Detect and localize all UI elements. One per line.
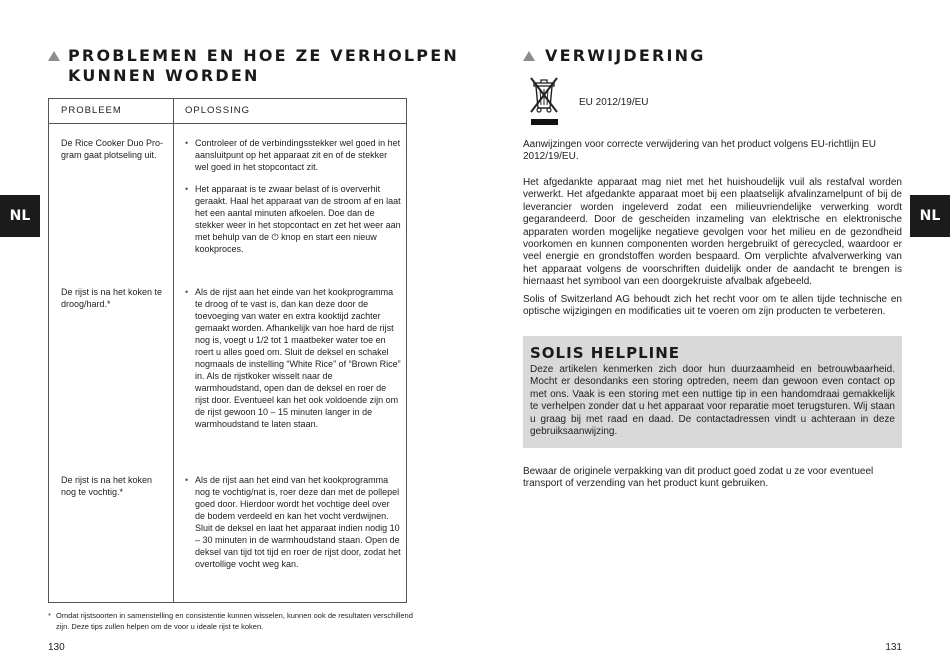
problem-cell: De rijst is na het koken te droog/hard.*: [61, 287, 163, 309]
solution-item: [185, 137, 401, 173]
disposal-heading: VERWIJDERING: [545, 46, 706, 65]
bullet-icon: •: [185, 287, 189, 297]
heading-line-1: PROBLEMEN EN HOE ZE VERHOLPEN: [68, 46, 459, 65]
helpline-box: [523, 336, 902, 448]
heading-line-2: KUNNEN WORDEN: [68, 66, 260, 85]
bullet-icon: •: [185, 475, 189, 485]
solution-text: Het apparaat is te zwaar belast of is oververhit geraakt. Haal het apparaat van de stroom af en laat het een aantal minuten afkoelen. Doe dan de stekker weer in het stopcontact en zet het weer aan met behulp van de ⏻ knop en start een nieuw kookproces.: [195, 184, 401, 254]
triangle-icon: [48, 51, 60, 61]
crossed-out-bin-icon: [528, 74, 560, 130]
column-header-solution: OPLOSSING: [185, 105, 250, 116]
solution-text: Als de rijst aan het einde van het kookprogramma te droog of te vast is, dan kan deze door de toevoeging van water en extra kooktijd zachter gemaakt worden. Afhankelijk van hoe hard de rijst nog is, voegt u 1/2 tot 1 maatbeker water toe en roert u alles goed om. Sluit de deksel en schakel nogmaals de instelling “White Rice” of “Brown Rice” in. Als de rijstkoker wisselt naar de warmhoudstand, open dan de deksel en roer de rijst door. Eventueel kan het ook voldoende zijn om de rijst gewoon 10 – 15 minuten langer in de warmhoudstand te laten staan.: [195, 287, 401, 429]
disposal-intro: Aanwijzingen voor correcte verwijdering van het product volgens EU-richtlijn EU 2012/19/EU.: [523, 139, 876, 163]
footnote-marker: *: [48, 611, 51, 620]
disposal-body: Het afgedankte apparaat mag niet met het huishoudelijk vuil als restafval worden verwerkt. Het afgedankte apparaat moet bij een plaatselijk afvalinzamelpunt of bij de leverancier worden ingeleverd zodat een milieuvriendelijke verwerking wordt gegarandeerd. Door de gescheiden inzameling van elektrische en elektronische apparaten worden mogelijke negatieve gevolgen voor het milieu en de gezondheid voorkomen en kunnen componenten worden hergebruikt of gerecycled, waardoor er veel energie en grondstoffen worden bespaard. Om verplichte afvalverwerking van het apparaat volgens de voorschriften duidelijk onder de aandacht te brengen is hiernaast het symbool van een doorgekruiste afvalbak afgebeeld.: [523, 177, 902, 288]
problem-cell: De rijst is na het koken nog te vochtig.*: [61, 475, 153, 497]
footnote-text: Omdat rijstsoorten in samenstelling en consistentie kunnen wisselen, kunnen ook de resultaten verschillend zijn. Deze tips zullen helpen om de voor u ideale rijst te koken.: [56, 611, 413, 631]
footnote: [48, 610, 418, 632]
bullet-icon: •: [185, 184, 189, 194]
solution-item: [185, 286, 401, 430]
triangle-icon: [523, 51, 535, 61]
packaging-notice: Bewaar de originele verpakking van dit product goed zodat u ze voor eventueel transport of verzending van het product kunt gebruiken.: [523, 466, 874, 490]
solution-item: [185, 183, 401, 255]
problem-cell: De Rice Cooker Duo Pro-gram gaat plotseling uit.: [61, 138, 164, 160]
troubleshooting-table: [48, 98, 407, 603]
page-number-right: 131: [885, 642, 902, 653]
solution-item: [185, 474, 401, 570]
page-number-left: 130: [48, 642, 65, 653]
language-tab-right: NL: [910, 195, 950, 237]
language-tab-left: NL: [0, 195, 40, 237]
modification-notice: Solis of Switzerland AG behoudt zich het recht voor om te allen tijde technische en optische wijzigingen en modificaties uit te voeren om zijn producten te verbeteren.: [523, 294, 902, 318]
column-header-problem: PROBLEEM: [61, 105, 122, 116]
troubleshooting-heading: [68, 46, 459, 86]
eu-directive-label: EU 2012/19/EU: [579, 97, 649, 108]
helpline-title: SOLIS HELPLINE: [530, 344, 681, 362]
solution-text: Controleer of de verbindingsstekker wel goed in het aansluitpunt op het apparaat zit en of de stekker wel goed in het stopcontact zit.: [195, 138, 401, 172]
helpline-text: Deze artikelen kenmerken zich door hun duurzaamheid en betrouwbaarheid. Mocht er desondanks een storing optreden, neem dan gewoon even contact op met ons. Vaak is een storing met een nuttige tip in een handomdraai gemakkelijk te verhelpen zonder dat u het apparaat voor reparatie moet terugsturen. Wij staan u graag bij met raad en daad. De contactadressen vindt u achteraan in deze gebruiksaanwijzing.: [530, 364, 895, 438]
solution-text: Als de rijst aan het eind van het kookprogramma nog te vochtig/nat is, roer deze dan met de pollepel goed door. Hierdoor wordt het vochtige deel over de bodem verdeeld en kan het vocht verdwijnen. Sluit de deksel en laat het apparaat indien nodig 10 – 30 minuten in de warmhoudstand staan. Open de deksel van tijd tot tijd en roer de rijst door, zodat het overtollige vocht weg kan.: [195, 475, 401, 569]
column-divider: [173, 99, 174, 602]
bullet-icon: •: [185, 138, 189, 148]
